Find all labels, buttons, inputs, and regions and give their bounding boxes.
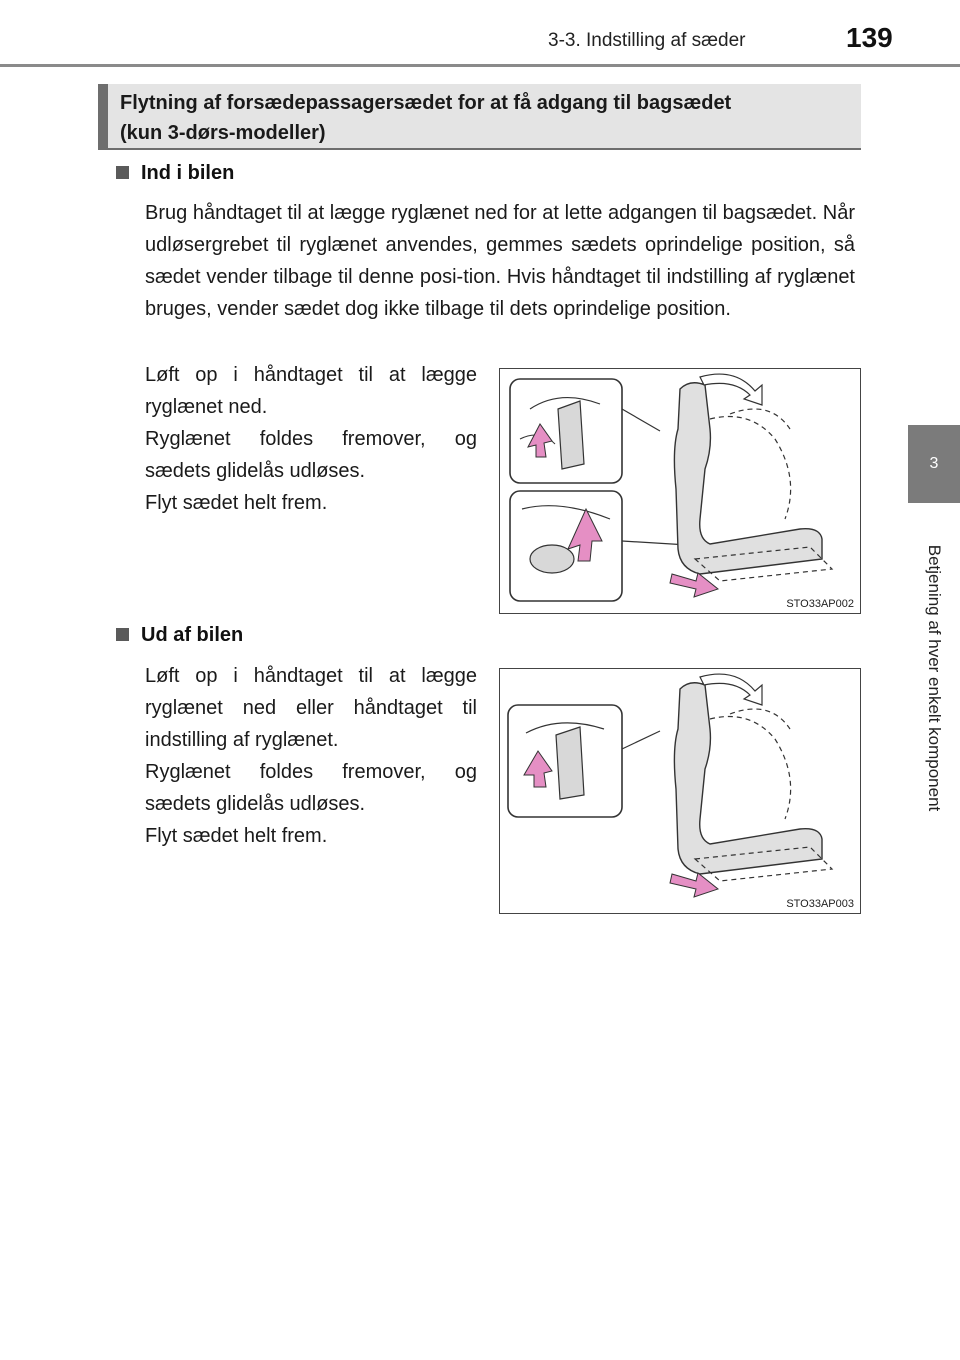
figure-code-exiting: STO33AP003: [786, 898, 854, 910]
section-title-line-2: (kun 3-dørs-modeller): [120, 122, 326, 144]
subheading-exiting: [116, 624, 243, 647]
section-title-line-1: Flytning af forsædepassagersædet for at få adgang til bagsædet: [120, 92, 732, 114]
figure-code-entering: STO33AP002: [786, 598, 854, 610]
seat-illustration-exiting: [500, 669, 860, 913]
square-bullet-icon: [116, 628, 129, 641]
exiting-steps: [145, 660, 477, 852]
exiting-step-2: Ryglænet foldes fremover, og sædets glidelås udløses.: [145, 761, 477, 815]
figure-seat-exiting: [499, 668, 861, 914]
slide-arrow-icon: [670, 873, 718, 897]
square-bullet-icon: [116, 166, 129, 179]
header-divider: [0, 64, 960, 67]
seat-illustration-entering: [500, 369, 860, 613]
running-header-title: 3-3. Indstilling af sæder: [548, 30, 746, 51]
entering-step-1: Løft op i håndtaget til at lægge ryglænet ned.: [145, 364, 477, 418]
entering-step-2: Ryglænet foldes fremover, og sædets glidelås udløses.: [145, 428, 477, 482]
slide-arrow-icon: [670, 573, 718, 597]
subheading-entering-label: Ind i bilen: [141, 162, 235, 184]
subheading-exiting-label: Ud af bilen: [141, 624, 244, 646]
page-number: 139: [846, 22, 893, 53]
entering-steps: [145, 359, 477, 519]
exiting-step-1: Løft op i håndtaget til at lægge ryglænet ned eller håndtaget til indstilling af ryglænet.: [145, 665, 477, 751]
exiting-step-3: Flyt sædet helt frem.: [145, 825, 328, 847]
seat-shape: [674, 383, 822, 574]
seat-shape: [674, 683, 822, 874]
entering-paragraph: Brug håndtaget til at lægge ryglænet ned for at lette adgangen til bagsædet. Når udløsergrebet til ryglænet anvendes, gemmes sædets oprindelige position, så sædet vender tilbage til denne posi-tion. Hvis håndtaget til indstilling af ryglænet bruges, vender sædet dog ikke tilbage til dets oprindelige position.: [145, 202, 855, 320]
figure-seat-entering: [499, 368, 861, 614]
chapter-tab: [908, 425, 960, 503]
rotate-arrow-icon: [700, 674, 762, 705]
entering-step-3: Flyt sædet helt frem.: [145, 492, 328, 514]
section-title-box: [98, 84, 861, 150]
subheading-entering: [116, 162, 234, 185]
rotate-arrow-icon: [700, 374, 762, 405]
chapter-number: 3: [929, 455, 939, 472]
chapter-label: Betjening af hver enkelt komponent: [925, 544, 944, 812]
